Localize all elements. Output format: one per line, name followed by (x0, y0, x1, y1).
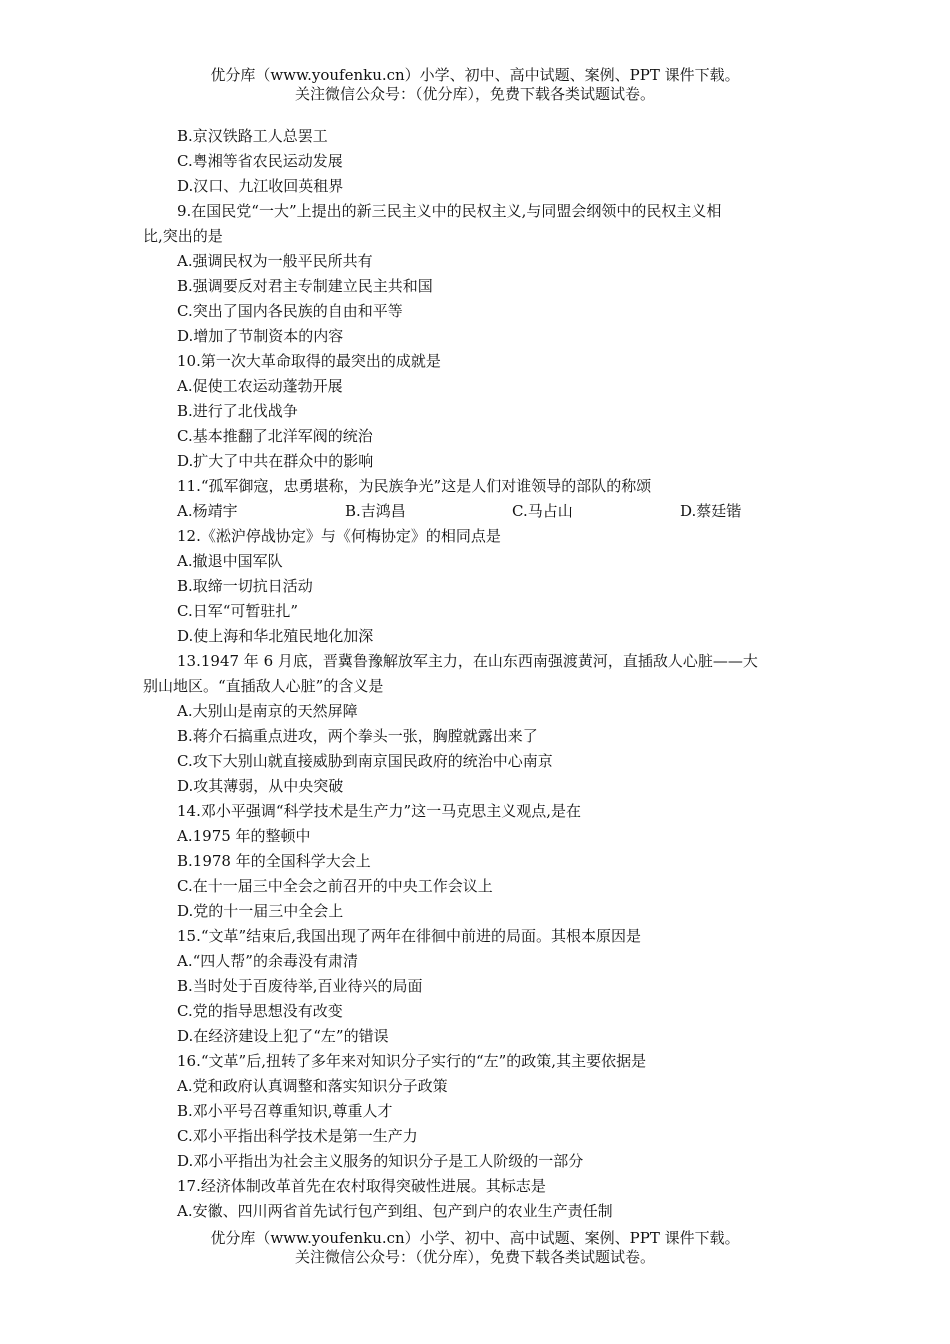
q10-option-c: C.基本推翻了北洋军阀的统治 (177, 427, 373, 445)
q9-option-c: C.突出了国内各民族的自由和平等 (177, 302, 403, 320)
q8-option-c: C.粤湘等省农民运动发展 (177, 152, 343, 170)
q12-option-d: D.使上海和华北殖民地化加深 (177, 627, 374, 645)
q16-option-a: A.党和政府认真调整和落实知识分子政策 (177, 1077, 448, 1095)
q16-option-c: C.邓小平指出科学技术是第一生产力 (177, 1127, 418, 1145)
q10-stem: 10.第一次大革命取得的最突出的成就是 (177, 352, 441, 370)
q16-option-b: B.邓小平号召尊重知识,尊重人才 (177, 1102, 393, 1120)
q11-stem: 11.“孤军御寇，忠勇堪称，为民族争光”这是人们对谁领导的部队的称颂 (177, 477, 652, 495)
header-line-2: 关注微信公众号：（优分库），免费下载各类试题试卷。 (294, 85, 655, 103)
header-line-1: 优分库（www.youfenku.cn）小学、初中、高中试题、案例、PPT 课件下载。 (210, 66, 740, 84)
q12-option-a: A.撤退中国军队 (177, 552, 283, 570)
footer-line-2: 关注微信公众号：（优分库），免费下载各类试题试卷。 (294, 1248, 655, 1266)
q13-option-a: A.大别山是南京的天然屏障 (177, 702, 358, 720)
q13-option-d: D.攻其薄弱，从中央突破 (177, 777, 344, 795)
q16-stem: 16.“文革”后,扭转了多年来对知识分子实行的“左”的政策,其主要依据是 (177, 1052, 647, 1070)
q12-option-b: B.取缔一切抗日活动 (177, 577, 313, 595)
q8-option-d: D.汉口、九江收回英租界 (177, 177, 344, 195)
q11-option-b: B.吉鸿昌 (345, 502, 406, 520)
q12-stem: 12.《淞沪停战协定》与《何梅协定》的相同点是 (177, 527, 501, 545)
q8-option-b: B.京汉铁路工人总罢工 (177, 127, 328, 145)
q15-stem: 15.“文革”结束后,我国出现了两年在徘徊中前进的局面。其根本原因是 (177, 927, 641, 945)
q12-option-c: C.日军“可暂驻扎” (177, 602, 299, 620)
q17-option-a: A.安徽、四川两省首先试行包产到组、包产到户的农业生产责任制 (177, 1202, 613, 1220)
q10-option-a: A.促使工农运动蓬勃开展 (177, 377, 343, 395)
q9-stem-line-1: 9.在国民党“一大”上提出的新三民主义中的民权主义,与同盟会纲领中的民权主义相 (177, 202, 722, 220)
q17-stem: 17.经济体制改革首先在农村取得突破性进展。其标志是 (177, 1177, 546, 1195)
q13-option-c: C.攻下大别山就直接威胁到南京国民政府的统治中心南京 (177, 752, 553, 770)
q13-stem-line-2: 别山地区。“直插敌人心脏”的含义是 (143, 677, 384, 695)
q15-option-c: C.党的指导思想没有改变 (177, 1002, 343, 1020)
q15-option-d: D.在经济建设上犯了“左”的错误 (177, 1027, 389, 1045)
q14-stem: 14.邓小平强调“科学技术是生产力”这一马克思主义观点,是在 (177, 802, 581, 820)
q9-option-b: B.强调要反对君主专制建立民主共和国 (177, 277, 433, 295)
q14-option-d: D.党的十一届三中全会上 (177, 902, 344, 920)
q9-option-a: A.强调民权为一般平民所共有 (177, 252, 373, 270)
q9-option-d: D.增加了节制资本的内容 (177, 327, 344, 345)
q14-option-a: A.1975 年的整顿中 (177, 827, 311, 845)
q13-option-b: B.蒋介石搞重点进攻，两个拳头一张，胸膛就露出来了 (177, 727, 538, 745)
q9-stem-line-2: 比,突出的是 (143, 227, 223, 245)
q11-option-a: A.杨靖宇 (177, 502, 238, 520)
page-header (0, 66, 950, 104)
q11-option-d: D.蔡廷锴 (680, 502, 742, 520)
q14-option-c: C.在十一届三中全会之前召开的中央工作会议上 (177, 877, 493, 895)
q11-option-c: C.马占山 (512, 502, 573, 520)
q15-option-b: B.当时处于百废待举,百业待兴的局面 (177, 977, 423, 995)
page-footer (0, 1229, 950, 1267)
q10-option-d: D.扩大了中共在群众中的影响 (177, 452, 374, 470)
q16-option-d: D.邓小平指出为社会主义服务的知识分子是工人阶级的一部分 (177, 1152, 584, 1170)
q11-options-row (143, 499, 808, 524)
q10-option-b: B.进行了北伐战争 (177, 402, 298, 420)
q14-option-b: B.1978 年的全国科学大会上 (177, 852, 371, 870)
q13-stem-line-1: 13.1947 年 6 月底，晋冀鲁豫解放军主力，在山东西南强渡黄河，直插敌人心脏——大 (177, 652, 758, 670)
exam-content (143, 124, 808, 1224)
q15-option-a: A.“四人帮”的余毒没有肃清 (177, 952, 358, 970)
footer-line-1: 优分库（www.youfenku.cn）小学、初中、高中试题、案例、PPT 课件下载。 (210, 1229, 740, 1247)
